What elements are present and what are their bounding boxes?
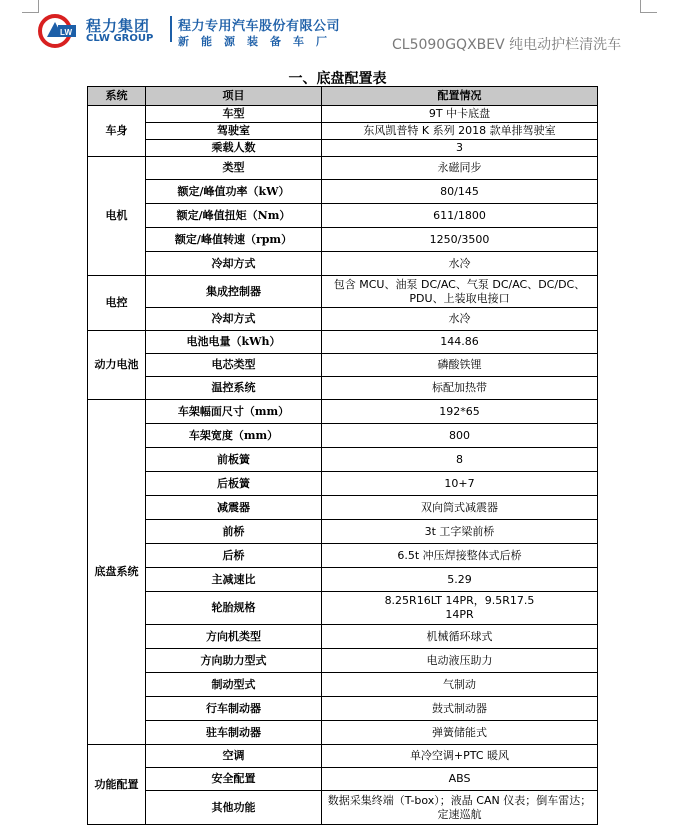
item-cell: 车架宽度（mm） bbox=[146, 424, 322, 448]
company-name: 程力专用汽车股份有限公司 bbox=[178, 19, 341, 34]
item-cell: 集成控制器 bbox=[146, 276, 322, 308]
table-row bbox=[88, 791, 598, 825]
table-row bbox=[88, 106, 598, 123]
section-title: 一、底盘配置表 bbox=[288, 71, 387, 87]
value-cell: 单冷空调+PTC 暖风 bbox=[322, 745, 598, 768]
vehicle-model-title: CL5090GQXBEV 纯电动护栏清洗车 bbox=[392, 37, 622, 53]
value-cell: ABS bbox=[322, 768, 598, 791]
table-row bbox=[88, 400, 598, 424]
item-cell: 后板簧 bbox=[146, 472, 322, 496]
value-cell: 6.5t 冲压焊接整体式后桥 bbox=[322, 544, 598, 568]
system-cell: 车身 bbox=[88, 106, 146, 157]
table-row bbox=[88, 276, 598, 308]
value-cell: 3t 工字梁前桥 bbox=[322, 520, 598, 544]
table-row bbox=[88, 180, 598, 204]
table-row bbox=[88, 520, 598, 544]
table-row bbox=[88, 308, 598, 331]
item-cell: 车架幅面尺寸（mm） bbox=[146, 400, 322, 424]
value-cell: 1250/3500 bbox=[322, 228, 598, 252]
table-row bbox=[88, 377, 598, 400]
table-row bbox=[88, 354, 598, 377]
table-row bbox=[88, 140, 598, 157]
value-cell: 水冷 bbox=[322, 308, 598, 331]
header-item: 项目 bbox=[146, 87, 322, 106]
chassis-config-table bbox=[87, 86, 598, 825]
system-cell: 电机 bbox=[88, 157, 146, 276]
item-cell: 轮胎规格 bbox=[146, 592, 322, 625]
item-cell: 方向助力型式 bbox=[146, 649, 322, 673]
item-cell: 额定/峰值转速（rpm） bbox=[146, 228, 322, 252]
item-cell: 温控系统 bbox=[146, 377, 322, 400]
table-row bbox=[88, 424, 598, 448]
table-row bbox=[88, 448, 598, 472]
item-cell: 前桥 bbox=[146, 520, 322, 544]
value-cell: 气制动 bbox=[322, 673, 598, 697]
table-row bbox=[88, 204, 598, 228]
table-row bbox=[88, 544, 598, 568]
system-cell: 功能配置 bbox=[88, 745, 146, 825]
value-cell: 3 bbox=[322, 140, 598, 157]
table-row bbox=[88, 496, 598, 520]
value-cell: 鼓式制动器 bbox=[322, 697, 598, 721]
item-cell: 行车制动器 bbox=[146, 697, 322, 721]
table-row bbox=[88, 568, 598, 592]
item-cell: 后桥 bbox=[146, 544, 322, 568]
value-cell: 永磁同步 bbox=[322, 157, 598, 180]
header-divider bbox=[170, 16, 172, 42]
item-cell: 车型 bbox=[146, 106, 322, 123]
table-row bbox=[88, 625, 598, 649]
value-cell: 机械循环球式 bbox=[322, 625, 598, 649]
value-cell: 标配加热带 bbox=[322, 377, 598, 400]
item-cell: 电池电量（kWh） bbox=[146, 331, 322, 354]
table-row bbox=[88, 592, 598, 625]
value-cell: 800 bbox=[322, 424, 598, 448]
item-cell: 其他功能 bbox=[146, 791, 322, 825]
table-row bbox=[88, 745, 598, 768]
table-row bbox=[88, 252, 598, 276]
value-cell: 水冷 bbox=[322, 252, 598, 276]
header-config: 配置情况 bbox=[322, 87, 598, 106]
item-cell: 减震器 bbox=[146, 496, 322, 520]
item-cell: 驻车制动器 bbox=[146, 721, 322, 745]
header-system: 系统 bbox=[88, 87, 146, 106]
system-cell: 电控 bbox=[88, 276, 146, 331]
svg-text:LW: LW bbox=[60, 28, 72, 37]
item-cell: 制动型式 bbox=[146, 673, 322, 697]
system-cell: 动力电池 bbox=[88, 331, 146, 400]
value-cell: 5.29 bbox=[322, 568, 598, 592]
item-cell: 电芯类型 bbox=[146, 354, 322, 377]
table-row bbox=[88, 228, 598, 252]
value-cell: 80/145 bbox=[322, 180, 598, 204]
item-cell: 额定/峰值功率（kW） bbox=[146, 180, 322, 204]
table-row bbox=[88, 697, 598, 721]
table-row bbox=[88, 472, 598, 496]
item-cell: 驾驶室 bbox=[146, 123, 322, 140]
value-cell: 8.25R16LT 14PR，9.5R17.5 14PR bbox=[322, 592, 598, 625]
system-cell: 底盘系统 bbox=[88, 400, 146, 745]
table-row bbox=[88, 673, 598, 697]
item-cell: 冷却方式 bbox=[146, 252, 322, 276]
value-cell: 双向筒式减震器 bbox=[322, 496, 598, 520]
value-cell: 东风凯普特 K 系列 2018 款单排驾驶室 bbox=[322, 123, 598, 140]
clw-logo-icon bbox=[38, 14, 78, 48]
table-header-row bbox=[88, 87, 598, 106]
item-cell: 空调 bbox=[146, 745, 322, 768]
company-subtitle: 新能源装备车厂 bbox=[178, 35, 339, 48]
item-cell: 乘载人数 bbox=[146, 140, 322, 157]
item-cell: 安全配置 bbox=[146, 768, 322, 791]
logo-en-text: CLW GROUP bbox=[86, 33, 154, 44]
value-cell: 611/1800 bbox=[322, 204, 598, 228]
item-cell: 额定/峰值扭矩（Nm） bbox=[146, 204, 322, 228]
table-row bbox=[88, 649, 598, 673]
value-cell: 10+7 bbox=[322, 472, 598, 496]
item-cell: 冷却方式 bbox=[146, 308, 322, 331]
value-cell: 8 bbox=[322, 448, 598, 472]
logo-cn-text: 程力集团 bbox=[86, 17, 151, 35]
table-row bbox=[88, 157, 598, 180]
value-cell: 磷酸铁锂 bbox=[322, 354, 598, 377]
item-cell: 方向机类型 bbox=[146, 625, 322, 649]
item-cell: 类型 bbox=[146, 157, 322, 180]
value-cell: 数据采集终端（T-box）；液晶 CAN 仪表；倒车雷达；定速巡航 bbox=[322, 791, 598, 825]
value-cell: 192*65 bbox=[322, 400, 598, 424]
value-cell: 9T 中卡底盘 bbox=[322, 106, 598, 123]
value-cell: 包含 MCU、油泵 DC/AC、气泵 DC/AC、DC/DC、PDU、上装取电接口 bbox=[322, 276, 598, 308]
item-cell: 主减速比 bbox=[146, 568, 322, 592]
table-row bbox=[88, 721, 598, 745]
table-row bbox=[88, 331, 598, 354]
item-cell: 前板簧 bbox=[146, 448, 322, 472]
value-cell: 弹簧储能式 bbox=[322, 721, 598, 745]
document-header bbox=[0, 0, 675, 62]
table-row bbox=[88, 123, 598, 140]
value-cell: 电动液压助力 bbox=[322, 649, 598, 673]
table-row bbox=[88, 768, 598, 791]
value-cell: 144.86 bbox=[322, 331, 598, 354]
